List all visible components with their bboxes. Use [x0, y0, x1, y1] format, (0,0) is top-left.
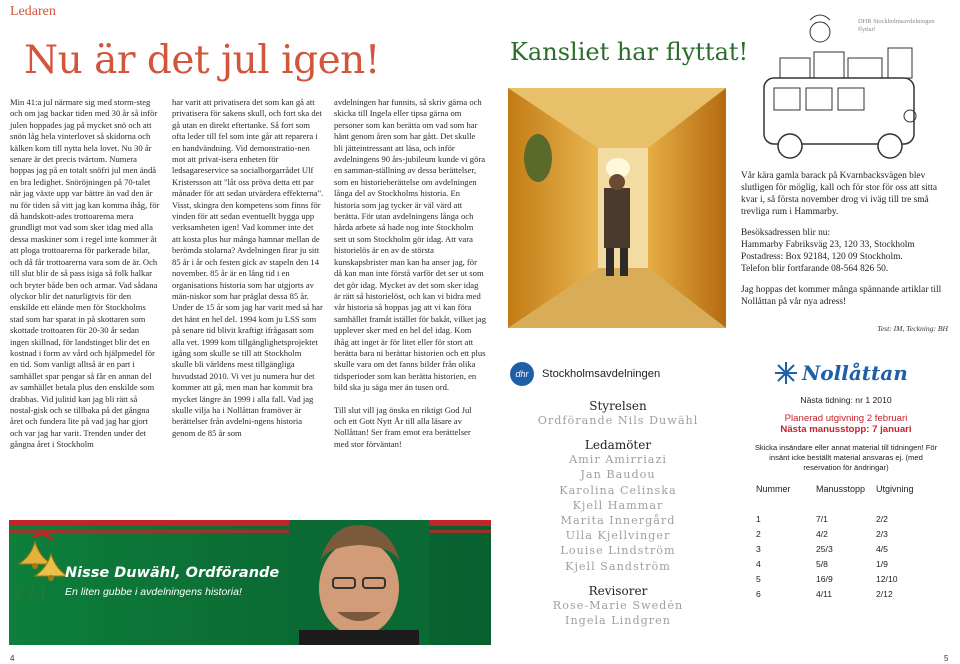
table-cell: 5 [756, 573, 761, 584]
member-name: Louise Lindström [560, 544, 676, 558]
phone-number: Telefon blir fortfarande 08-564 826 50. [741, 264, 889, 274]
column-header: Utgivning [876, 483, 914, 494]
table-cell: 16/9 [816, 573, 833, 584]
member-name: Marita Innergård [560, 514, 676, 528]
right-page-title: Kansliet har flyttat! [510, 38, 749, 66]
table-cell: 4 [756, 558, 761, 569]
table-cell: 2/12 [876, 588, 893, 599]
svg-text:dhr: dhr [515, 369, 529, 379]
article-paragraph: Till slut vill jag önska en riktigt God Jul och ett Gott Nytt År till alla läsare av Nollåttan! Ser fram emot era berättelser med stor förväntan! [334, 404, 472, 449]
planned-release: Planerad utgivning 2 februari [784, 413, 908, 424]
next-issue: Nästa tidning: nr 1 2010 [800, 395, 892, 405]
column-header: Manusstopp [816, 483, 866, 494]
table-row [756, 526, 936, 541]
article-column-1 [10, 97, 160, 451]
table-row [756, 586, 936, 601]
article-paragraph: har varit att privatisera det som kan gå att privatisera för sakens skull, och fort ska det gå utan en direkt eftertanke. Så fort som ofta leder till fel som inte går att reparera i en handvändning. Vid demonstratio-nen mot att privat-isera enheten för ledsagareservice sa socialborgarrådet Ulf Kristersson att "låt oss pröva detta ett par månader för att sedan utvärdera effekterna". Visst, skingra den kompetens som finns för vinden för att sedan eventuellt bygga upp verksamheten igen! Vad kommer inte det att kosta plus hur många hamnar mellan de berömda stolarna? Avdelningen firar ju sitt 85 år i år och festen gick av stapeln den 14 november. 85 år är en lång tid i en organisations historia som har utgjorts av män-niskor som har präglat dessa 85 år. Under de 15 år som jag har varit med så har det hänt en hel del. 1994 kom ju LSS som på senare tid blivit kraftigt ifrågasatt som alla vet. 1999 kom tillgänglighetsprojektet igång som skulle se till att Stockholm skulle bli världens mest tillgängliga huvudstad 2010. Vi vet ju numera hur det kommer att gå, men man har kommit bra mycket längre än 1999 i alla fall. Vad jag skulle vilja ha i Nollåttan framöver är berättelser från avdelni-ngens historia genom de 85 år som [172, 97, 324, 438]
page-number-left: 4 [10, 654, 15, 663]
christmas-bells-icon [13, 524, 73, 604]
article-column-2 [172, 97, 324, 439]
member-name: Ulla Kjellvinger [565, 529, 671, 543]
visiting-address: Hammarby Fabriksväg 23, 120 33, Stockholm [741, 240, 915, 250]
nollattan-logo [740, 357, 952, 389]
bus-drawing [750, 8, 950, 168]
article-paragraph: Min 41:a jul närmare sig med storm-steg och om jag backar tiden med 30 år så inför julen hoppades jag på mycket snö och att snön låg hela vinterlovet så skidorna och kälken kom till nytta hela lovet. Nu 30 år senare är det precis tvärtom. Numera hoppas jag på en totalt snöfri jul men ändå en bra ledighet. Snöröjningen på 70-talet när jag växte upp var bättre än vad den är nu för tiden så vitt jag kan komma ihåg, för då handskott-ades trottoarerna mera grundligt mot vad som sker idag med alla dessa maskiner som i regel inte kommer åt att ploga trottoarerna för parkerade bilar, och då får trottoarerna vara som de är. Och till slut blir de så pass isiga så folk halkar och bryter både ben och armar. Vad sådana olyckor blir det naturligtvis för den enskilde ett elände men för Stockholms stad som har sparat in på skottaren som skottade trottoaren för 20-30 år sedan ingen skillnad, för landstinget blir det en kostnad i form av vård och hjälpmedel för en tid. Som vanligt alltså är en part i samhället spar pengar så får en annan del av samhället betala plus den enskilde som drabbas. Vid julitid kan jag bli rätt så nostal-gisk och se tillbaka på det gångna året och fundera lite på vad jag har gjort och var jag har varit. Trenden under det gångna året i Stockholm [10, 97, 160, 450]
office-outro: Jag hoppas det kommer många spännande artiklar till Nollåttan på vår nya adress! [741, 285, 942, 307]
image-credit: Test: IM, Teckning: BH [877, 324, 948, 333]
table-header-row [756, 481, 936, 496]
section-label: Ledaren [10, 4, 56, 19]
table-cell: 25/3 [816, 543, 833, 554]
portrait-name: Nisse Duwähl, Ordförande [65, 565, 280, 581]
table-row [756, 541, 936, 556]
department-header [508, 357, 728, 391]
page-title: Nu är det jul igen! [24, 38, 380, 83]
auditors-heading: Revisorer [588, 583, 648, 598]
schedule-table [756, 481, 936, 601]
table-cell: 4/11 [816, 588, 833, 599]
table-cell: 4/5 [876, 543, 888, 554]
dhr-logo-caption: DHR Stockholmsavdelningen flyttar! [858, 18, 935, 33]
member-name: Jan Baudou [580, 468, 656, 482]
article-paragraph: avdelningen har funnits, så skriv gärna och skicka till Ingela eller tipsa gärna om personer som kan berätta om vad som har hänt genom åren som har gått. Det skulle bli jätteintressant att läsa, och inför avdelningens 90 års-jubileum kunde vi göra en samman-ställning av dessa berättelser, som en historieberättelse om avdelningen långa del av Stockholms historia. En historia som jag tycker är väl värd att berätta. För utan avdelningens långa och hårda arbete så hade nog inte Stockholm sett ut som Stockholm gör idag. Att vara historielös är en av de största kunskapsbrister man kan ha anser jag, för då kan man inte förstå varför det ser ut som det gör idag. Mycket av det som sker idag är rätt så historielöst, och kan vi bidra med vår historia så hoppas jag att vi kan föra samhället framåt istället för bakåt, vilket jag upplever sker med en hel del idag. Kom ihåg att inget är för litet eller för stort att berätta bara ni berättar historien och ett plus skulle vara om det fanns bilder från olika tidsperioder som kan berätta historien, en bild ska ju säga mer än tusen ord. [334, 97, 487, 393]
portrait-photo [289, 520, 429, 645]
member-name: Kjell Hammar [572, 498, 664, 512]
column-header: Nummer [756, 483, 791, 494]
auditor-name: Ingela Lindgren [565, 614, 671, 628]
table-row [756, 511, 936, 526]
snowflake-icon [774, 361, 798, 385]
nollattan-schedule [740, 357, 952, 601]
department-board [508, 357, 728, 628]
address-title: Besöksadressen blir nu: [741, 228, 831, 238]
deadline: Nästa manusstopp: 7 januari [780, 424, 912, 435]
table-cell: 2 [756, 528, 761, 539]
table-cell: 6 [756, 588, 761, 599]
member-name: Kjell Sandström [565, 559, 671, 573]
member-name: Karolina Celinska [559, 483, 677, 497]
table-cell: 2/3 [876, 528, 888, 539]
office-intro: Vår kära gamla barack på Kvarnbacksvägen blev slutligen för möglig, kall och för stor för oss att sitta kvar i, så första november drog vi iväg till tre små trevliga rum i Hammarby. [741, 171, 938, 217]
table-cell: 12/10 [876, 573, 898, 584]
page-number-right: 5 [944, 654, 949, 663]
table-cell: 1 [756, 513, 761, 524]
portrait-caption: En liten gubbe i avdelningens historia! [65, 586, 242, 598]
board-chair: Ordförande Nils Duwähl [537, 414, 699, 427]
department-name: Stockholmsavdelningen [542, 368, 661, 380]
dhr-logo-icon [508, 360, 536, 388]
members-heading: Ledamöter [584, 438, 652, 453]
table-cell: 5/8 [816, 558, 828, 569]
submission-notice: Skicka insändare eller annat material till tidningen! För insänt icke beställt material ansvaras ej. (med reservation för ändringar) [754, 443, 938, 472]
board-heading: Styrelsen [589, 399, 647, 413]
auditor-name: Rose-Marie Swedén [552, 598, 684, 612]
hallway-photo [508, 88, 726, 328]
table-cell: 1/9 [876, 558, 888, 569]
board-list [508, 399, 728, 628]
office-info [741, 170, 951, 317]
portrait-banner [9, 520, 491, 645]
postal-address: Postadress: Box 92184, 120 09 Stockholm. [741, 252, 903, 262]
table-cell: 4/2 [816, 528, 828, 539]
table-cell: 7/1 [816, 513, 828, 524]
nollattan-logo-text: Nollåttan [802, 361, 908, 385]
table-cell: 3 [756, 543, 761, 554]
table-row [756, 556, 936, 571]
article-column-3 [334, 97, 486, 450]
table-cell: 2/2 [876, 513, 888, 524]
table-row [756, 571, 936, 586]
member-name: Amir Amirriazi [569, 453, 667, 467]
